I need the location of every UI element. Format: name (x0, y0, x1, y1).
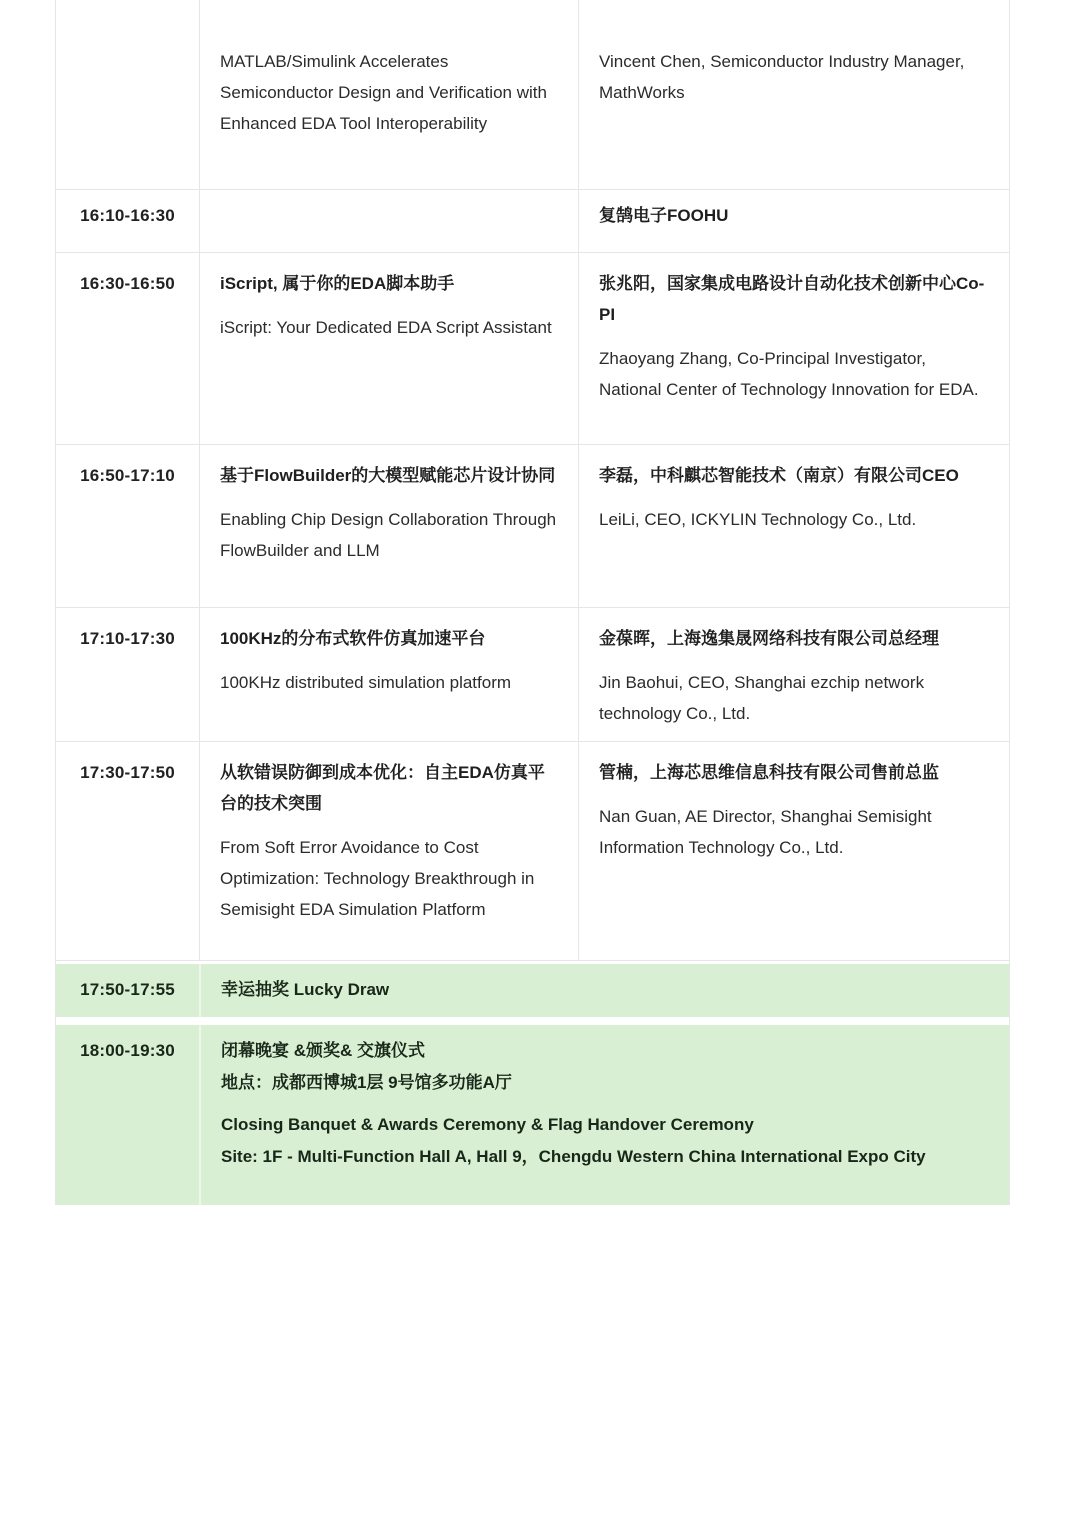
topic-title-en: From Soft Error Avoidance to Cost Optimization: Technology Breakthrough in Semisight EDA Simulation Platform (220, 838, 535, 919)
speaker-name-en: Jin Baohui, CEO, Shanghai ezchip network technology Co., Ltd. (599, 673, 925, 723)
topic-title-en: iScript: Your Dedicated EDA Script Assistant (220, 318, 552, 337)
closing-banquet-cell (199, 1025, 1009, 1205)
time-label: 17:30-17:50 (80, 763, 175, 782)
topic-title-cn: 从软错误防御到成本优化：自主EDA仿真平台的技术突围 (220, 763, 545, 813)
topic-title-en: Enabling Chip Design Collaboration Through FlowBuilder and LLM (220, 510, 557, 560)
time-cell (56, 1025, 199, 1205)
topic-title-en: 100KHz distributed simulation platform (220, 673, 512, 692)
topic-title-cn: 基于FlowBuilder的大模型赋能芯片设计协同 (220, 466, 556, 485)
speaker-name-cn: 复鹄电子FOOHU (599, 206, 729, 225)
agenda-table (55, 0, 1010, 1205)
time-cell (56, 742, 199, 960)
speaker-name-en: Nan Guan, AE Director, Shanghai Semisight Information Technology Co., Ltd. (599, 807, 932, 857)
speaker-name-en: Vincent Chen, Semiconductor Industry Manager, MathWorks (599, 52, 965, 102)
speaker-name-cn: 金葆晖，上海逸集晟网络科技有限公司总经理 (599, 629, 939, 648)
agenda-row (56, 253, 1009, 445)
speaker-cell (578, 445, 1009, 607)
speaker-name-en: LeiLi, CEO, ICKYLIN Technology Co., Ltd. (599, 510, 917, 529)
topic-title-en: MATLAB/Simulink Accelerates Semiconductor Design and Verification with Enhanced EDA Tool Interoperability (220, 52, 547, 133)
topic-cell (199, 190, 578, 252)
topic-title-cn: iScript, 属于你的EDA脚本助手 (220, 274, 455, 293)
agenda-row (56, 190, 1009, 253)
time-cell (56, 964, 199, 1017)
topic-cell (199, 608, 578, 741)
agenda-row (56, 0, 1009, 190)
time-label: 17:50-17:55 (80, 980, 175, 999)
speaker-name-cn: 管楠，上海芯思维信息科技有限公司售前总监 (599, 763, 939, 782)
lucky-draw-cell (199, 964, 1009, 1017)
time-cell (56, 253, 199, 444)
time-label: 18:00-19:30 (80, 1041, 175, 1060)
time-label: 16:10-16:30 (80, 206, 175, 225)
lucky-draw-row (56, 964, 1009, 1017)
speaker-cell (578, 190, 1009, 252)
closing-site-cn: 地点：成都西博城1层 9号馆多功能A厅 (221, 1073, 512, 1092)
topic-cell (199, 742, 578, 960)
speaker-cell (578, 0, 1009, 189)
topic-cell (199, 445, 578, 607)
time-label: 17:10-17:30 (80, 629, 175, 648)
closing-title-en: Closing Banquet & Awards Ceremony & Flag Handover Ceremony (221, 1115, 754, 1134)
closing-banquet-row (56, 1025, 1009, 1205)
speaker-name-cn: 张兆阳，国家集成电路设计自动化技术创新中心Co-PI (599, 274, 985, 324)
time-label: 16:50-17:10 (80, 466, 175, 485)
topic-cell (199, 0, 578, 189)
time-cell (56, 0, 199, 189)
time-cell (56, 608, 199, 741)
topic-title-cn: 100KHz的分布式软件仿真加速平台 (220, 629, 486, 648)
speaker-name-en: Zhaoyang Zhang, Co-Principal Investigator, National Center of Technology Innovation for EDA. (599, 349, 979, 399)
time-label: 16:30-16:50 (80, 274, 175, 293)
speaker-cell (578, 742, 1009, 960)
speaker-cell (578, 608, 1009, 741)
speaker-cell (578, 253, 1009, 444)
agenda-row (56, 608, 1009, 742)
closing-site-en: Site: 1F - Multi-Function Hall A, Hall 9，Chengdu Western China International Expo City (221, 1147, 926, 1166)
closing-title-cn: 闭幕晚宴 &颁奖& 交旗仪式 (221, 1041, 425, 1060)
lucky-draw-label: 幸运抽奖 Lucky Draw (221, 980, 390, 999)
time-cell (56, 190, 199, 252)
agenda-row (56, 742, 1009, 961)
time-cell (56, 445, 199, 607)
agenda-row (56, 445, 1009, 608)
topic-cell (199, 253, 578, 444)
speaker-name-cn: 李磊，中科麒芯智能技术（南京）有限公司CEO (599, 466, 959, 485)
